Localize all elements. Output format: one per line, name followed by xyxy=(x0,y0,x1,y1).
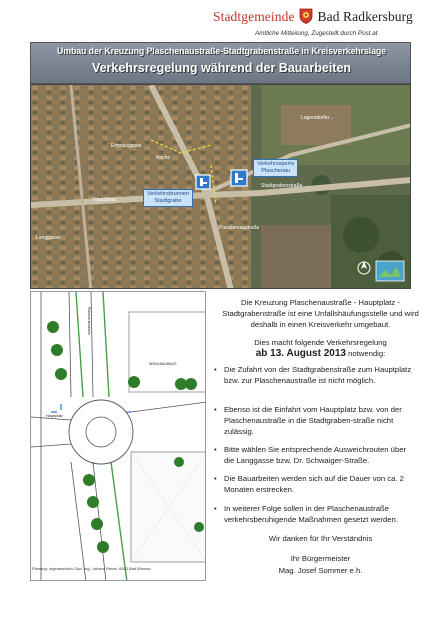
regulation-date-line xyxy=(218,348,423,359)
bullet: • xyxy=(214,445,217,454)
map-label-kirche: Kirche xyxy=(156,155,171,161)
municipality-name xyxy=(213,8,413,25)
plan-credit: Planung: Ingenieurbüro Dipl.-Ing. Johann Reuer, 8263 Bad Blumau xyxy=(32,566,151,571)
construction-plan xyxy=(30,291,206,581)
bullet: • xyxy=(214,474,217,483)
aerial-photo xyxy=(31,85,411,289)
plan-label-roundabout: Hauptplatz xyxy=(46,414,63,418)
plan-label-building: WOHLBAUHAUS xyxy=(149,362,177,366)
list-item xyxy=(214,404,417,437)
regulation-date: ab 13. August 2013 xyxy=(255,348,346,359)
list-item xyxy=(214,444,417,466)
city-crest-icon xyxy=(299,8,313,24)
title-banner xyxy=(30,42,411,84)
city-prefix: Stadtgemeinde xyxy=(213,9,295,24)
list-item-text: Ebenso ist die Einfahrt vom Hauptplatz bzw. von der Plaschenaustraße in die Stadtgraben-straße nicht zulässig. xyxy=(224,405,402,436)
banner-subtitle: Umbau der Kreuzung Plaschenaustraße-Stadtgrabenstraße in Kreisverkehrslage xyxy=(57,46,386,56)
regulation-date-suffix: notwendig: xyxy=(345,349,386,358)
map-callout-left: Verkehrsbrunnen Stadtgrabe xyxy=(143,189,193,207)
intro-paragraph: Die Kreuzung Plaschenaustraße - Hauptplatz - Stadtgrabenstraße ist eine Unfallshäufungsstelle und wird deshalb in einen Kreisverkehr umgebaut. xyxy=(222,298,419,329)
banner-title: Verkehrsregelung während der Bauarbeiten xyxy=(91,61,352,75)
map-label-lagersdorfer: Lagersdorfer... xyxy=(301,115,334,121)
aerial-photo-map xyxy=(30,84,411,289)
list-item xyxy=(214,364,417,386)
bullet: • xyxy=(214,405,217,414)
list-item xyxy=(214,503,417,525)
map-callout-right: Verkehrssperre Plaschenau xyxy=(253,159,298,177)
thanks-line: Wir danken für Ihr Verständnis xyxy=(268,534,373,543)
list-item-text: In weiterer Folge sollen in der Plaschenaustraße verkehrsberuhigende Maßnahmen gesetzt werden. xyxy=(224,504,398,524)
regulation-lead: Dies macht folgende Verkehrsregelung xyxy=(254,338,387,347)
road-closure-sign-left-icon xyxy=(196,175,210,189)
road-closure-sign-right-icon xyxy=(231,170,247,186)
plan-label-street: Plaschenaustraße xyxy=(87,307,91,336)
list-item-text: Die Zufahrt von der Stadtgrabenstraße zum Hauptplatz bzw. zur Plaschenaustraße ist nicht möglich. xyxy=(224,365,412,385)
list-item xyxy=(214,473,417,495)
bullet: • xyxy=(214,365,217,374)
signature-line: Mag. Josef Sommer e.h. xyxy=(278,566,363,575)
official-notice: Amtliche Mitteilung, Zugestellt durch Post.at xyxy=(255,30,378,37)
map-label-plaschenau: Plaschenaustraße xyxy=(219,225,260,231)
roundabout-plan-drawing xyxy=(31,292,206,581)
map-label-langgasse: Langgasse xyxy=(36,235,61,241)
bullet: • xyxy=(214,504,217,513)
map-label-stadtgraben: Stadtgrabenstraße xyxy=(261,183,303,189)
list-item-text: Bitte wählen Sie entsprechende Ausweichrouten über die Langgasse bzw. Dr. Schwaiger-Straße. xyxy=(224,445,407,465)
map-label-hauptplatz: Hauptplatz xyxy=(93,197,117,203)
closing-line: Ihr Bürgermeister xyxy=(290,554,351,563)
city-name: Bad Radkersburg xyxy=(317,9,413,24)
map-label-emmasgasse: Emmasgasse xyxy=(111,143,142,149)
list-item-text: Die Bauarbeiten werden sich auf die Dauer von ca. 2 Monaten erstrecken. xyxy=(224,474,404,494)
